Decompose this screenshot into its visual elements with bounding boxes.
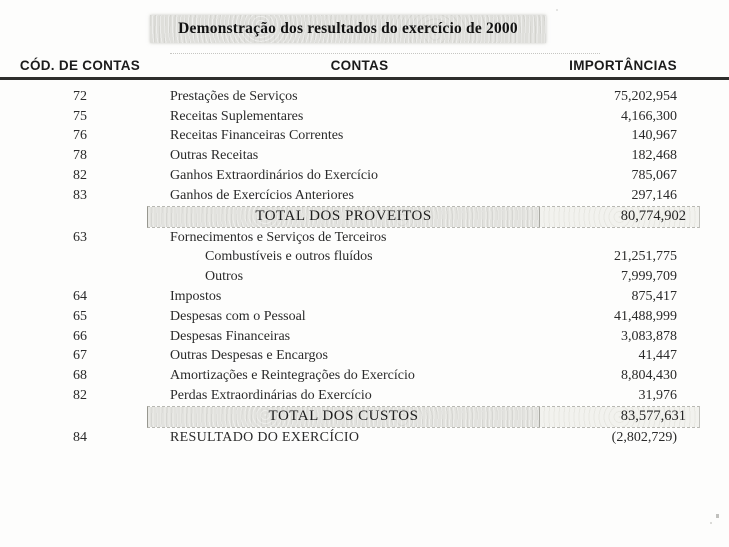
row-account: Ganhos Extraordinários do Exercício	[170, 168, 378, 184]
table-row	[0, 186, 729, 206]
row-account: Receitas Suplementares	[170, 108, 304, 124]
row-code: 75	[73, 108, 87, 124]
row-code: 64	[73, 289, 87, 305]
table-row	[0, 347, 729, 367]
row-account: Outras Despesas e Encargos	[170, 348, 328, 364]
row-account: Outras Receitas	[170, 148, 259, 164]
row-amount: 140,967	[631, 128, 677, 144]
row-code: 66	[73, 328, 87, 344]
row-account: Despesas Financeiras	[170, 328, 291, 344]
table-row	[0, 166, 729, 186]
row-account: Perdas Extraordinárias do Exercício	[170, 388, 372, 404]
row-code: 76	[73, 128, 87, 144]
table-row	[0, 366, 729, 386]
table-row	[0, 428, 729, 448]
row-code: 68	[73, 368, 87, 384]
row-account: Combustíveis e outros fluídos	[205, 249, 373, 265]
row-amount: 75,202,954	[614, 88, 677, 104]
table-row	[0, 107, 729, 127]
total-row	[0, 206, 729, 228]
row-code: 72	[73, 88, 87, 104]
scan-speck	[556, 9, 558, 11]
table-row	[0, 267, 729, 287]
row-account: Prestações de Serviços	[170, 88, 298, 104]
row-amount: 41,447	[638, 348, 677, 364]
row-amount: (2,802,729)	[611, 429, 677, 445]
row-amount: 8,804,430	[621, 368, 677, 384]
row-amount: 4,166,300	[621, 108, 677, 124]
row-amount: 31,976	[638, 388, 677, 404]
total-amount: 80,774,902	[540, 207, 699, 227]
table-row	[0, 386, 729, 406]
row-code: 63	[73, 229, 87, 245]
row-amount: 3,083,878	[621, 328, 677, 344]
table-header-row	[0, 54, 729, 80]
header-code-column: CÓD. DE CONTAS	[19, 58, 141, 73]
row-code: 65	[73, 308, 87, 324]
row-account: Fornecimentos e Serviços de Terceiros	[170, 229, 387, 245]
header-account-column: CONTAS	[330, 58, 389, 73]
row-account: Impostos	[170, 289, 222, 305]
table-row	[0, 307, 729, 327]
scan-speck	[710, 522, 712, 524]
row-code: 67	[73, 348, 87, 364]
row-account: Despesas com o Pessoal	[170, 308, 306, 324]
table-row	[0, 248, 729, 268]
total-band	[147, 206, 700, 228]
document-title: Demonstração dos resultados do exercício de 2000	[178, 20, 518, 37]
header-amount-column: IMPORTÂNCIAS	[569, 58, 677, 73]
row-code: 78	[73, 148, 87, 164]
total-amount: 83,577,631	[540, 407, 699, 427]
table-row	[0, 87, 729, 107]
row-amount: 7,999,709	[621, 269, 677, 285]
row-account: Outros	[205, 269, 244, 285]
row-account: Receitas Financeiras Correntes	[170, 128, 344, 144]
row-amount: 41,488,999	[614, 308, 677, 324]
document-title-band	[150, 15, 546, 43]
row-amount: 297,146	[631, 187, 677, 203]
row-account: RESULTADO DO EXERCÍCIO	[170, 429, 360, 445]
row-amount: 21,251,775	[614, 249, 677, 265]
row-code: 84	[73, 429, 87, 445]
total-label: TOTAL DOS PROVEITOS	[148, 207, 540, 227]
row-amount: 875,417	[631, 289, 677, 305]
table-row	[0, 146, 729, 166]
row-account: Amortizações e Reintegrações do Exercício	[170, 368, 415, 384]
row-account: Ganhos de Exercícios Anteriores	[170, 187, 354, 203]
total-row	[0, 406, 729, 428]
scan-speck	[716, 514, 719, 518]
row-code: 82	[73, 168, 87, 184]
row-amount: 785,067	[631, 168, 677, 184]
row-code: 82	[73, 388, 87, 404]
table-row	[0, 287, 729, 307]
table-row	[0, 127, 729, 147]
row-amount: 182,468	[631, 148, 677, 164]
table-row	[0, 228, 729, 248]
total-band	[147, 406, 700, 428]
table-row	[0, 327, 729, 347]
total-label: TOTAL DOS CUSTOS	[148, 407, 540, 427]
row-code: 83	[73, 187, 87, 203]
table-body	[0, 87, 729, 448]
